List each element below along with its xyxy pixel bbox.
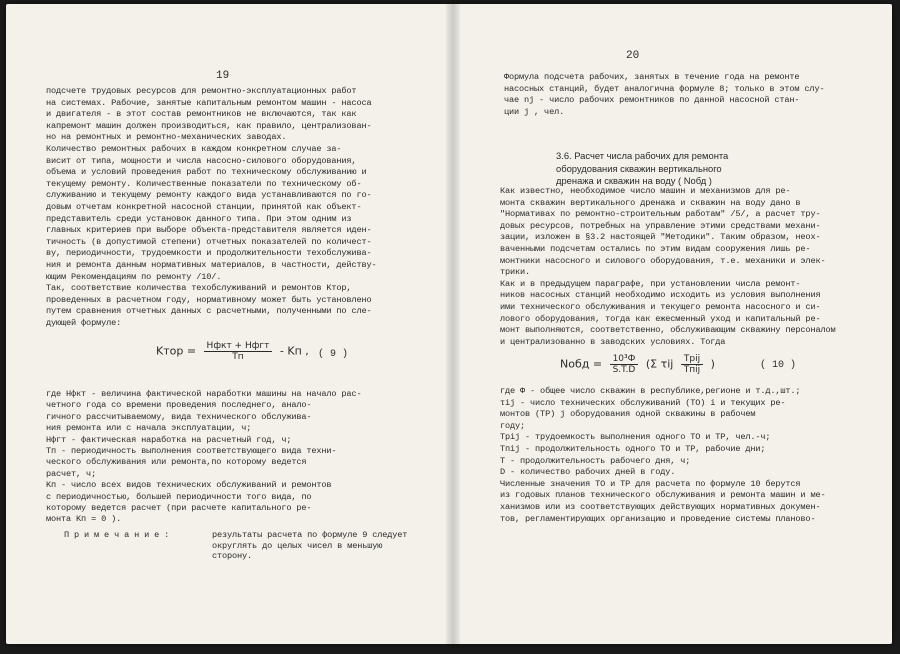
text-line: главных критериев при выборе объекта-представителя является иден-: [46, 225, 372, 236]
text-line: Количество ремонтных рабочих в каждом конкретном случае за-: [46, 144, 342, 154]
formula-tail: ): [710, 357, 715, 371]
formula-lhs: Nобд =: [560, 357, 603, 371]
text-line: довым отчетам конкретной насосной станции, принятой как объект-: [46, 202, 362, 212]
text-line: ющим Рекомендациям по ремонту /10/.: [46, 271, 222, 282]
text-line: Tpij - трудоемкость выполнения одного ТО и ТР, чел.-ч;: [500, 432, 771, 443]
text-line: "Нормативах по ремонтно-строительным работам" /5/, а расчет тру-: [500, 209, 821, 220]
text-line: ников насосных станций необходимо исходить из условия выполнения: [500, 290, 821, 301]
text-line: D - количество рабочих дней в году.: [500, 467, 676, 478]
text-line: довых ресурсов, потребных на управление этими средствами механи-: [500, 220, 821, 231]
book-spread: [6, 4, 892, 644]
text-line: тов, регламентирующих организацию и проведение системы планово-: [500, 513, 816, 524]
text-line: ния ремонта или с начала эксплуатации, ч;: [46, 423, 252, 434]
text-line: представитель среди установок данного типа. При этом одним из: [46, 213, 352, 224]
formula-denominator-2: Tпij: [683, 365, 701, 375]
text-line: τij - число технических обслуживаний (ТО) i и текущих ре-: [500, 397, 786, 408]
formula-numerator: Hфкт + Hфгт: [204, 341, 273, 352]
text-line: году;: [500, 420, 526, 431]
text-line: текущему ремонту. Количественные показатели по техническому об-: [46, 178, 362, 189]
formula-9: [156, 341, 309, 362]
text-line: сторону.: [212, 551, 253, 561]
text-line: тичность (в допустимой степени) отчетных показателей по количест-: [46, 236, 372, 247]
text-line: 3.6. Расчет числа рабочих для ремонта: [556, 150, 729, 161]
text-line: округлять до целых чисел в меньшую: [212, 540, 383, 551]
text-line: Kп - число всех видов технических обслуживаний и ремонтов: [46, 480, 332, 491]
equation-number: ( 9 ): [318, 349, 349, 360]
text-line: монт выполняются, соответственно, обслуживающим скважину персоналом: [500, 325, 836, 336]
text-line: которому ведется расчет (при расчете капитального ре-: [46, 503, 312, 513]
text-line: Hфгт - фактическая наработка на расчетный год, ч;: [46, 434, 292, 445]
text-line: ческого обслуживания или ремонта,по которому ведется: [46, 457, 307, 468]
formula-tail: - Kп ,: [279, 344, 309, 358]
text-line: насосных станций, будет аналогична формуле 8; только в этом слу-: [504, 83, 825, 94]
text-line: дующей формуле:: [46, 318, 122, 328]
note-label: П р и м е ч а н и е :: [64, 530, 170, 540]
formula-lhs: Kтор =: [156, 344, 197, 358]
text-line: трики.: [500, 267, 531, 278]
formula-fraction-2: [681, 354, 703, 375]
text-line: ваченными подсчетам остались по этим видам сооружения лишь ре-: [500, 244, 811, 254]
formula-numerator: 10³Ф: [610, 354, 639, 365]
text-line: но на ремонтных и ремонтно-механических заводах.: [46, 132, 287, 143]
formula-denominator: S.T.D: [612, 365, 636, 375]
formula-middle: (Σ τij: [645, 357, 674, 371]
text-line: Численные значения ТО и ТР для расчета по формуле 10 берутся: [500, 478, 801, 489]
text-line: из годовых планов технического обслуживания и ремонта машин и ме-: [500, 490, 826, 501]
text-line: Так, соответствие количества техобслуживаний и ремонтов Kтор,: [46, 283, 352, 294]
page-number: 20: [626, 50, 640, 62]
text-line: зации, изложен в §3.2 настоящей "Методики". Таким образом, неох-: [500, 232, 821, 243]
text-line: монта Kп = 0 ).: [46, 514, 122, 525]
text-line: дренажа и скважин на воду ( Nобд ): [556, 175, 712, 187]
text-line: служиванию и текущему ремонту каждого вида устанавливаются по го-: [46, 190, 372, 201]
text-line: Tп - периодичность выполнения соответствующего вида техни-: [46, 446, 337, 456]
text-line: капремонт машин должен производиться, как правило, централизован-: [46, 120, 372, 131]
text-line: ханизмов или из соответствующих действующих нормативных докумен-: [500, 502, 821, 512]
text-line: Как и в предыдущем параграфе, при установлении числа ремонт-: [500, 278, 801, 289]
text-line: расчет, ч;: [46, 468, 97, 479]
text-line: результаты расчета по формуле 9 следует: [212, 530, 408, 540]
text-line: на системах. Рабочие, занятые капитальным ремонтом машин - насоса: [46, 97, 372, 108]
text-line: монтов (ТР) j оборудования одной скважины в рабочем: [500, 409, 756, 420]
formula-fraction: [204, 341, 273, 362]
formula-fraction: [610, 354, 639, 375]
text-line: подсчете трудовых ресурсов для ремонтно-эксплуатационных работ: [46, 86, 357, 96]
text-line: оборудования скважин вертикального: [556, 162, 722, 174]
text-line: ими технического обслуживания и текущего ремонта насосного и си-: [500, 302, 821, 312]
text-line: и двигателя - в этот состав ремонтников не включаются, так как: [46, 109, 357, 120]
text-line: ции j , чел.: [504, 106, 565, 117]
text-line: Формула подсчета рабочих, занятых в течение года на ремонте: [504, 72, 800, 82]
formula-numerator-2: Tpij: [681, 354, 703, 365]
formula-denominator: Tп: [232, 352, 244, 362]
formula-10: [560, 354, 715, 375]
text-line: ву, периодичности, трудоемкости и продолжительности техобслужива-: [46, 248, 372, 259]
book-gutter: [446, 4, 460, 644]
text-line: T - продолжительность рабочего дня, ч;: [500, 455, 691, 466]
text-line: путем сравнения отчетных данных с расчетными, полученными по сле-: [46, 306, 372, 317]
text-line: монтники насосного и силового оборудования, т.е. механики и элек-: [500, 255, 826, 266]
text-line: чае nj - число рабочих ремонтников по данной насосной стан-: [504, 95, 800, 106]
text-line: с периодичностью, большей периодичности того вида, по: [46, 491, 312, 502]
text-line: проведенных в расчетном году, нормативному может быть установлено: [46, 294, 372, 305]
text-line: где Hфкт - величина фактической наработки машины на начало рас-: [46, 389, 362, 399]
text-line: лового оборудования, тогда как ежесменный уход и капитальный ре-: [500, 313, 821, 324]
text-line: монта скважин вертикального дренажа и скважин на воду дано в: [500, 197, 801, 208]
equation-number: ( 10 ): [760, 360, 797, 371]
text-line: гичного рассчитываемому, вида технического обслужива-: [46, 411, 312, 422]
text-line: и централизованно в заводских условиях. Тогда: [500, 336, 726, 347]
right-page: [460, 4, 892, 644]
text-line: четного года со времени проведения последнего, анало-: [46, 400, 312, 411]
text-line: Как известно, необходимое число машин и механизмов для ре-: [500, 186, 791, 196]
text-line: объема и условий проведения работ по техническому обслуживанию и: [46, 167, 367, 178]
text-line: висит от типа, мощности и числа насосно-силового оборудования,: [46, 155, 357, 166]
text-line: где Ф - общее число скважин в республике,регионе и т.д.,шт.;: [500, 386, 801, 396]
left-page: [6, 4, 446, 644]
text-line: ния и ремонта данным нормативных материалов, в частности, действу-: [46, 260, 377, 270]
text-line: Tпij - продолжительность одного ТО и ТР, рабочие дни;: [500, 444, 766, 454]
page-number: 19: [216, 70, 230, 82]
